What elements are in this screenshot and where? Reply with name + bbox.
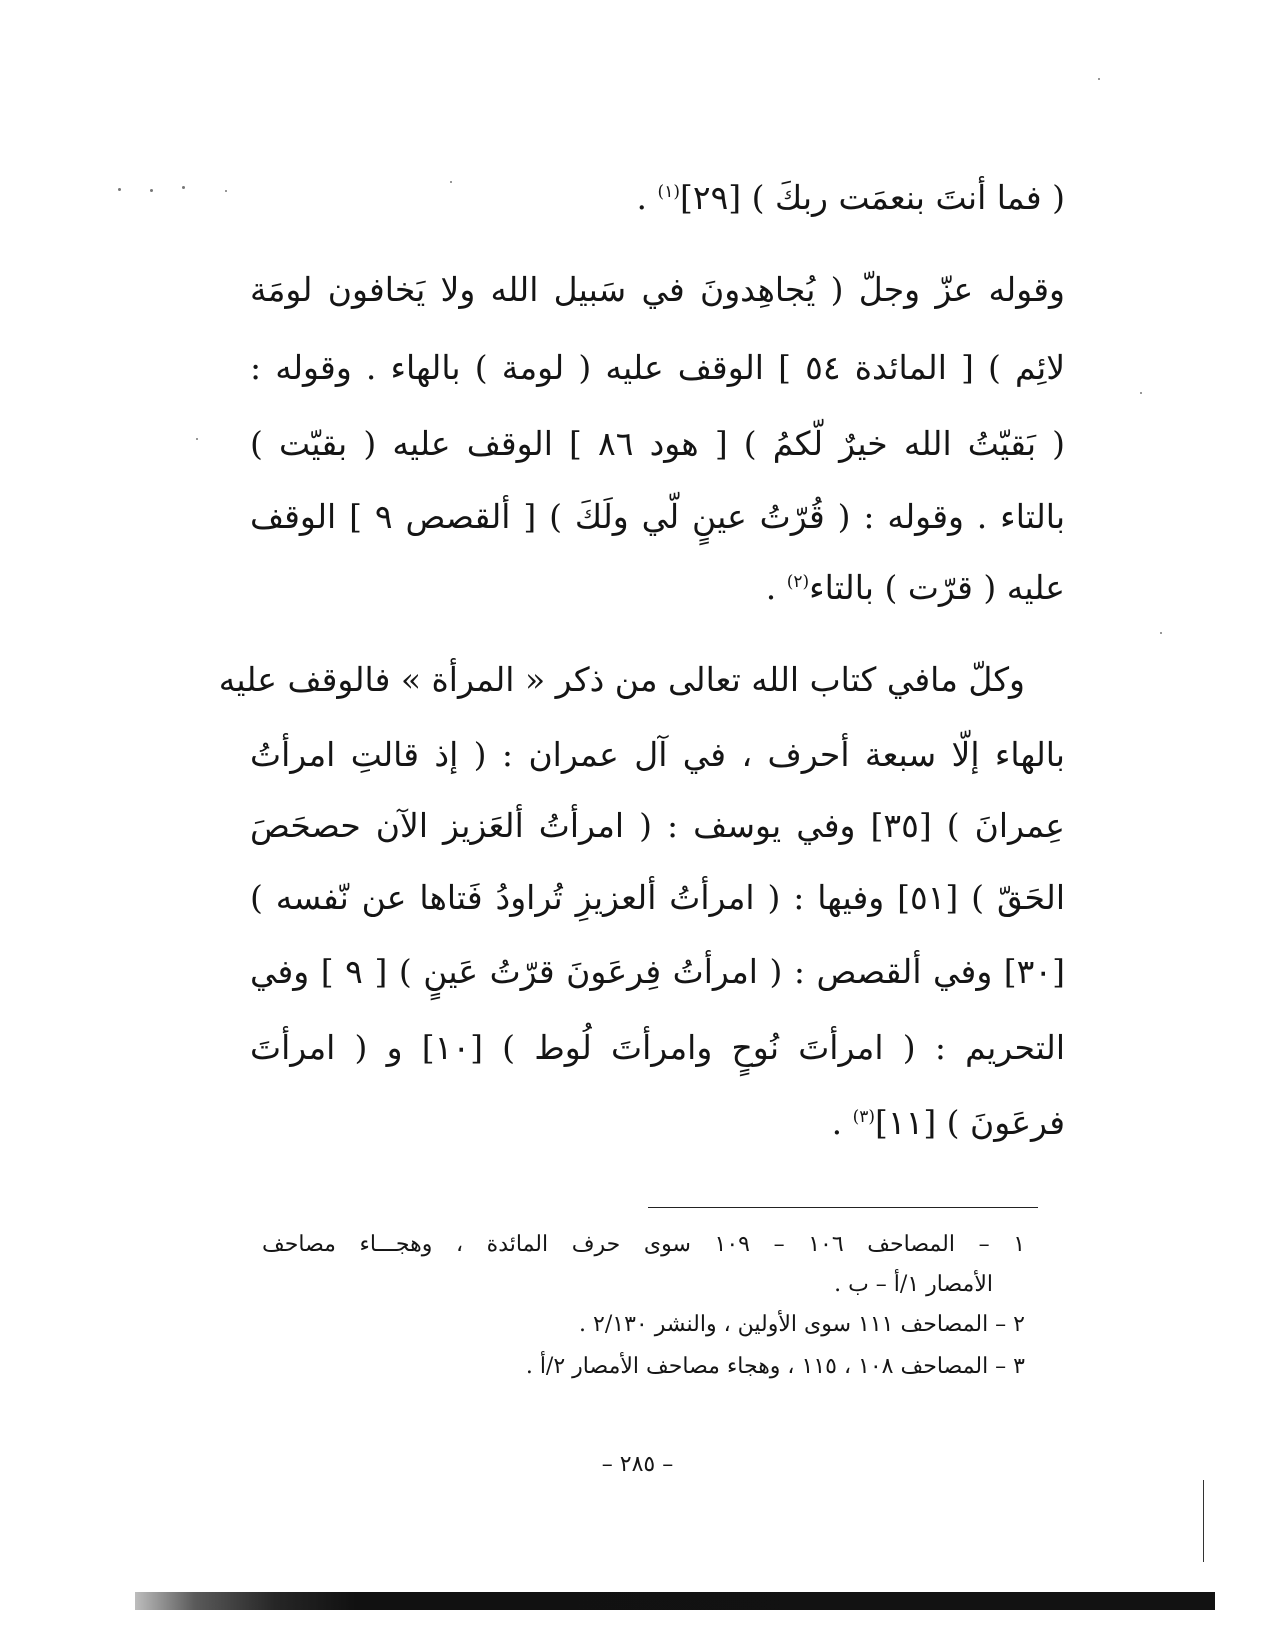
body-line-8: بالهاء إلّا سبعة أحرف ، في آل عمران : ( إذ قالتِ امرأتُ bbox=[250, 735, 1065, 774]
footnote-mark-1: (١) bbox=[657, 182, 680, 202]
body-line-7: وكلّ مافي كتاب الله تعالى من ذكر « المرأة » فالوقف عليه bbox=[218, 660, 1025, 699]
body-line-13-text: فرعَونَ ) [١١] bbox=[874, 1103, 1065, 1142]
body-line-6-text: عليه ( قرّت ) بالتاء bbox=[809, 568, 1065, 607]
terminal-dot: . bbox=[765, 568, 777, 607]
footnote-1-line-2: الأمصار ١/أ – ب . bbox=[834, 1272, 993, 1297]
body-line-3: لائِم ) [ المائدة ٥٤ ] الوقف عليه ( لومة ) بالهاء . وقوله : bbox=[250, 348, 1066, 387]
body-line-9: عِمرانَ ) [٣٥] وفي يوسف : ( امرأتُ ألعَزيز الآن حصحَصَ bbox=[250, 806, 1065, 845]
body-line-2: وقوله عزّ وجلّ ( يُجاهِدونَ في سَبيل الله ولا يَخافون لومَة bbox=[250, 270, 1065, 309]
body-line-1-text: ( فما أنتَ بنعمَت ربكَ ) [٢٩] bbox=[679, 178, 1065, 217]
terminal-dot: . bbox=[831, 1103, 843, 1142]
body-line-6 bbox=[766, 568, 1065, 608]
scan-bottom-edge bbox=[135, 1592, 1215, 1610]
body-line-5: بالتاء . وقوله : ( قُرّتُ عينٍ لّي ولَكَ ) [ ألقصص ٩ ] الوقف bbox=[250, 497, 1065, 536]
scan-speck bbox=[450, 181, 452, 183]
footnote-3: ٣ – المصاحف ١٠٨ ، ١١٥ ، وهجاء مصاحف الأمصار ٢/أ . bbox=[525, 1354, 1025, 1379]
footnote-1-line-1: ١ – المصاحف ١٠٦ – ١٠٩ سوى حرف المائدة ، وهجـــاء مصاحف bbox=[262, 1232, 1026, 1257]
scan-speck bbox=[225, 190, 227, 192]
body-line-11: [٣٠] وفي ألقصص : ( امرأتُ فِرعَونَ قرّتُ عَينٍ ) [ ٩ ] وفي bbox=[250, 952, 1065, 991]
footnote-mark-3: (٣) bbox=[852, 1107, 875, 1127]
scan-speck bbox=[1160, 632, 1162, 634]
terminal-dot: . bbox=[636, 178, 648, 217]
body-line-4: ( بَقيّتُ الله خيرٌ لّكمُ ) [ هود ٨٦ ] الوقف عليه ( بقيّت ) bbox=[250, 424, 1065, 463]
body-line-10: الحَقّ ) [٥١] وفيها : ( امرأتُ ألعزيزِ تُراودُ فَتاها عن نّفسه ) bbox=[250, 878, 1065, 917]
scan-speck bbox=[182, 186, 185, 189]
footnote-separator bbox=[648, 1207, 1038, 1208]
scan-speck bbox=[150, 189, 153, 192]
scan-speck bbox=[196, 438, 198, 440]
scan-speck bbox=[118, 188, 121, 191]
scan-speck bbox=[1140, 392, 1142, 394]
page-number: – ٢٨٥ – bbox=[601, 1452, 674, 1477]
scan-speck bbox=[1098, 78, 1100, 80]
body-line-13 bbox=[832, 1103, 1065, 1143]
body-line-1 bbox=[637, 178, 1065, 218]
footnote-mark-2: (٢) bbox=[786, 572, 810, 592]
scan-margin-line bbox=[1203, 1480, 1204, 1562]
footnote-2: ٢ – المصاحف ١١١ سوى الأولين ، والنشر ٢/١٣٠ . bbox=[579, 1312, 1025, 1337]
body-line-12: التحريم : ( امرأتَ نُوحٍ وامرأتَ لُوط ) [١٠] و ( امرأتَ bbox=[250, 1028, 1065, 1067]
